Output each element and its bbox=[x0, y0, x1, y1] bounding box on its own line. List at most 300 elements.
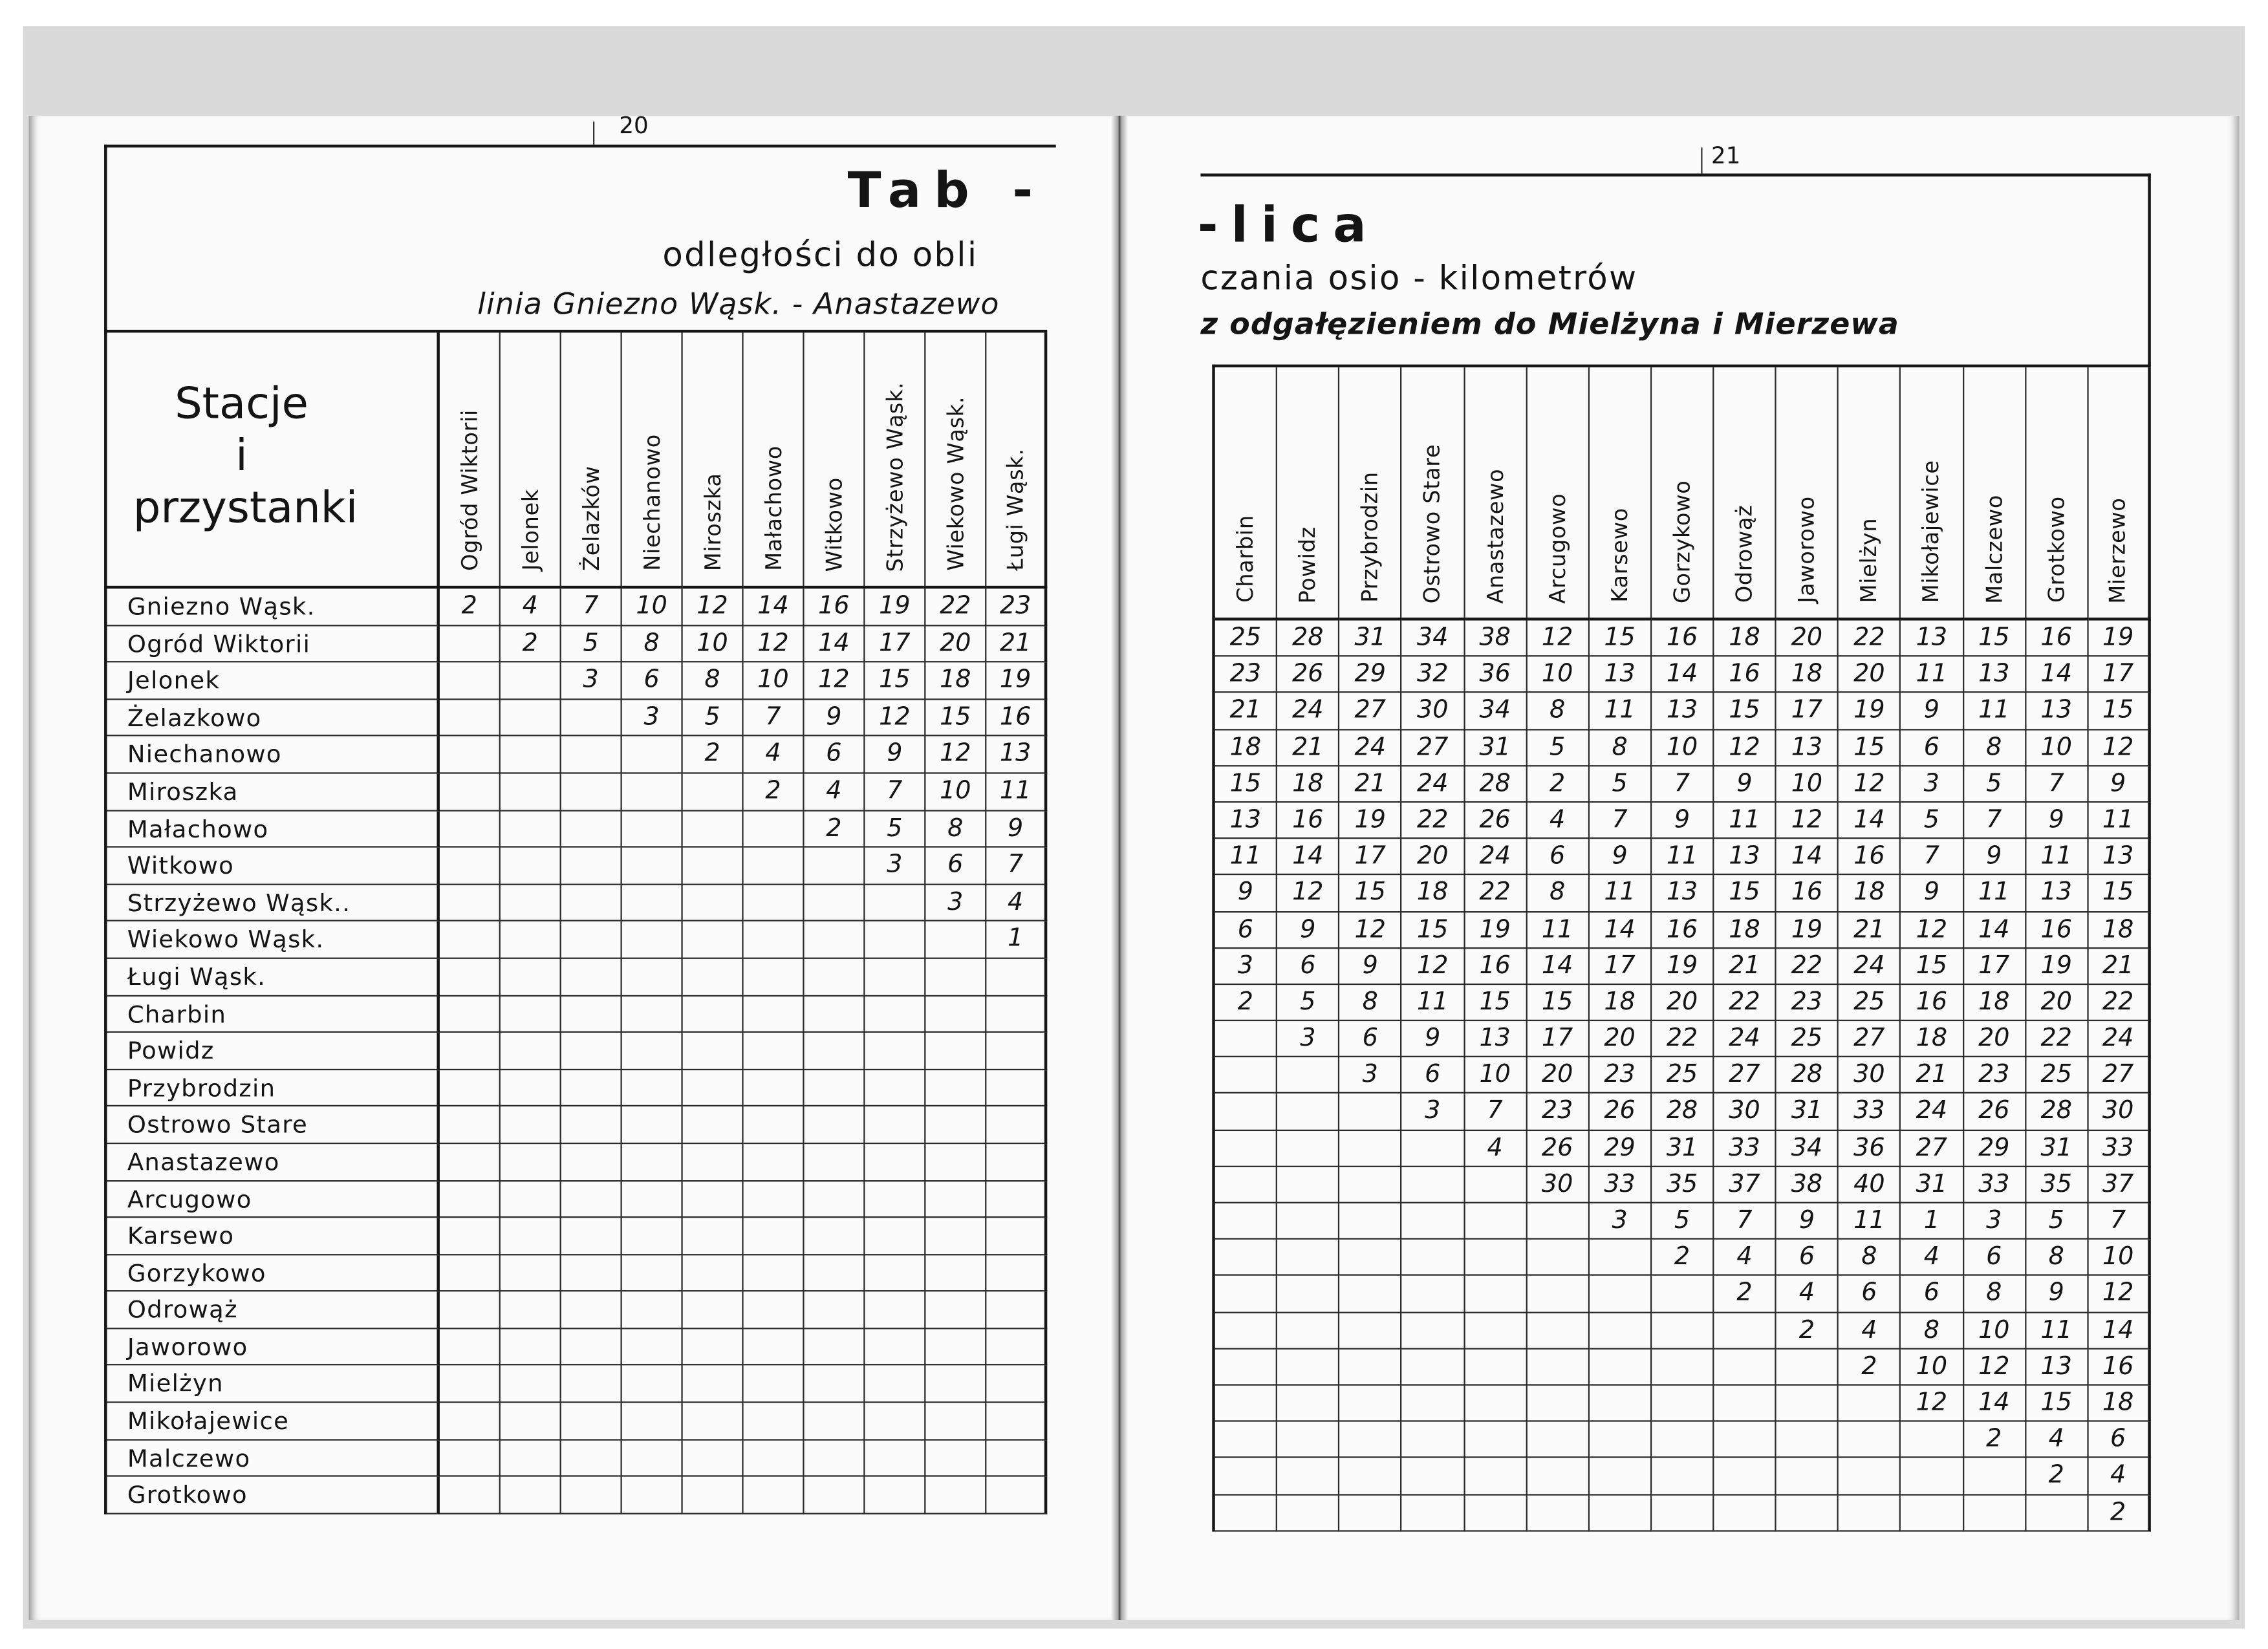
distance-cell: 14 bbox=[2026, 657, 2088, 693]
distance-cell: 7 bbox=[1589, 803, 1651, 839]
distance-cell bbox=[865, 1107, 925, 1144]
distance-cell: 19 bbox=[1340, 803, 1402, 839]
distance-cell bbox=[1215, 1458, 1277, 1494]
distance-cell: 36 bbox=[1839, 1130, 1901, 1167]
distance-cell: 9 bbox=[1215, 876, 1277, 912]
stations-heading-line: Stacje bbox=[175, 378, 308, 430]
distance-cell bbox=[805, 921, 865, 958]
distance-cell bbox=[1589, 1349, 1651, 1385]
distance-cell: 32 bbox=[1402, 657, 1464, 693]
column-header bbox=[1465, 367, 1527, 620]
distance-cell: 7 bbox=[1652, 766, 1714, 803]
distance-cell bbox=[744, 1255, 805, 1292]
distance-cell: 13 bbox=[1215, 803, 1277, 839]
distance-cell bbox=[1527, 1203, 1589, 1240]
distance-cell bbox=[1402, 1240, 1464, 1276]
distance-cell: 22 bbox=[1777, 949, 1839, 985]
distance-cell bbox=[1652, 1495, 1714, 1531]
table-title-right: -lica bbox=[1197, 197, 1379, 255]
distance-cell: 4 bbox=[986, 885, 1047, 921]
distance-cell: 26 bbox=[1589, 1094, 1651, 1130]
distance-cell: 24 bbox=[1277, 693, 1339, 729]
distance-cell bbox=[440, 1440, 501, 1477]
column-header-label: Mierzewo bbox=[2104, 497, 2132, 603]
distance-cell: 15 bbox=[1402, 912, 1464, 948]
distance-cell bbox=[1589, 1386, 1651, 1422]
distance-cell bbox=[865, 1255, 925, 1292]
distance-cell bbox=[501, 1255, 561, 1292]
stations-corner-label bbox=[107, 332, 440, 588]
distance-cell: 11 bbox=[1402, 985, 1464, 1021]
distance-cell bbox=[986, 1403, 1047, 1440]
distance-cell: 25 bbox=[1652, 1058, 1714, 1094]
distance-cell bbox=[744, 1477, 805, 1514]
distance-cell bbox=[561, 1292, 622, 1329]
distance-cell: 22 bbox=[1652, 1021, 1714, 1057]
distance-cell: 2 bbox=[2088, 1495, 2150, 1531]
distance-cell bbox=[440, 774, 501, 811]
distance-cell: 9 bbox=[805, 700, 865, 737]
column-header-label: Niechanowo bbox=[638, 434, 665, 572]
distance-cell: 34 bbox=[1402, 621, 1464, 657]
distance-cell: 25 bbox=[1839, 985, 1901, 1021]
distance-cell: 5 bbox=[683, 700, 744, 737]
distance-cell bbox=[561, 1218, 622, 1255]
distance-cell: 14 bbox=[2088, 1313, 2150, 1349]
distance-cell: 19 bbox=[1652, 949, 1714, 985]
distance-cell bbox=[865, 1070, 925, 1106]
distance-cell bbox=[501, 1403, 561, 1440]
distance-cell bbox=[986, 1292, 1047, 1329]
distance-cell: 3 bbox=[1402, 1094, 1464, 1130]
distance-cell bbox=[805, 1181, 865, 1218]
distance-cell bbox=[1402, 1422, 1464, 1458]
distance-cell: 21 bbox=[1277, 730, 1339, 766]
distance-cell: 5 bbox=[1277, 985, 1339, 1021]
distance-cell bbox=[865, 1033, 925, 1070]
distance-cell bbox=[1277, 1495, 1339, 1531]
distance-cell bbox=[561, 921, 622, 958]
line-label-right: z odgałęzieniem do Mielżyna i Mierzewa bbox=[1200, 307, 1899, 341]
distance-cell bbox=[683, 959, 744, 996]
distance-cell bbox=[986, 1181, 1047, 1218]
distance-cell bbox=[805, 959, 865, 996]
distance-cell bbox=[986, 1144, 1047, 1181]
distance-cell: 30 bbox=[1527, 1167, 1589, 1203]
distance-cell: 5 bbox=[1963, 766, 2025, 803]
distance-cell: 28 bbox=[1652, 1094, 1714, 1130]
distance-cell: 12 bbox=[1277, 876, 1339, 912]
distance-cell bbox=[925, 1403, 986, 1440]
distance-cell: 20 bbox=[1963, 1021, 2025, 1057]
distance-cell: 9 bbox=[2026, 803, 2088, 839]
distance-cell bbox=[683, 1329, 744, 1366]
distance-cell bbox=[1340, 1422, 1402, 1458]
distance-cell bbox=[501, 737, 561, 773]
distance-cell: 20 bbox=[1402, 839, 1464, 876]
distance-cell: 9 bbox=[865, 737, 925, 773]
distance-cell: 22 bbox=[2088, 985, 2150, 1021]
distance-cell: 1 bbox=[986, 921, 1047, 958]
distance-cell: 15 bbox=[1465, 985, 1527, 1021]
distance-cell bbox=[561, 1477, 622, 1514]
column-header bbox=[1340, 367, 1402, 620]
distance-cell bbox=[805, 996, 865, 1033]
distance-cell: 2 bbox=[440, 588, 501, 625]
distance-cell: 18 bbox=[1839, 876, 1901, 912]
distance-cell bbox=[622, 1181, 683, 1218]
distance-cell bbox=[805, 1329, 865, 1366]
distance-cell: 5 bbox=[561, 626, 622, 663]
distance-cell: 11 bbox=[1215, 839, 1277, 876]
distance-cell: 2 bbox=[1714, 1277, 1776, 1313]
distance-cell bbox=[440, 1329, 501, 1366]
distance-cell bbox=[1777, 1349, 1839, 1385]
distance-cell bbox=[744, 1366, 805, 1403]
distance-cell: 12 bbox=[1714, 730, 1776, 766]
distance-cell bbox=[1340, 1495, 1402, 1531]
distance-cell: 10 bbox=[1963, 1313, 2025, 1349]
distance-cell bbox=[1340, 1094, 1402, 1130]
distance-cell bbox=[925, 1255, 986, 1292]
distance-cell: 2 bbox=[1963, 1422, 2025, 1458]
distance-cell bbox=[925, 1477, 986, 1514]
distance-cell: 12 bbox=[1340, 912, 1402, 948]
distance-cell: 8 bbox=[1839, 1240, 1901, 1276]
distance-cell bbox=[622, 1366, 683, 1403]
distance-cell bbox=[865, 1329, 925, 1366]
distance-cell bbox=[1589, 1495, 1651, 1531]
distance-cell bbox=[683, 996, 744, 1033]
distance-cell: 8 bbox=[1527, 693, 1589, 729]
distance-cell: 28 bbox=[1465, 766, 1527, 803]
distance-cell: 13 bbox=[1777, 730, 1839, 766]
station-label: Ługi Wąsk. bbox=[107, 959, 440, 996]
distance-cell bbox=[501, 885, 561, 921]
distance-cell bbox=[440, 700, 501, 737]
distance-cell bbox=[744, 1329, 805, 1366]
distance-cell bbox=[683, 1403, 744, 1440]
station-label: Anastazewo bbox=[107, 1144, 440, 1181]
distance-cell bbox=[1527, 1495, 1589, 1531]
distance-cell bbox=[440, 848, 501, 885]
distance-cell bbox=[1277, 1094, 1339, 1130]
distance-cell: 2 bbox=[683, 737, 744, 773]
distance-cell: 6 bbox=[2088, 1422, 2150, 1458]
distance-cell bbox=[1277, 1130, 1339, 1167]
distance-cell bbox=[440, 1403, 501, 1440]
distance-cell: 5 bbox=[1901, 803, 1963, 839]
distance-cell: 8 bbox=[1963, 730, 2025, 766]
distance-cell: 21 bbox=[1215, 693, 1277, 729]
distance-cell bbox=[744, 996, 805, 1033]
distance-cell: 14 bbox=[1652, 657, 1714, 693]
distance-cell: 10 bbox=[2088, 1240, 2150, 1276]
distance-cell: 11 bbox=[1963, 876, 2025, 912]
distance-cell: 38 bbox=[1465, 621, 1527, 657]
distance-cell: 3 bbox=[561, 663, 622, 700]
distance-cell bbox=[1652, 1386, 1714, 1422]
distance-cell: 18 bbox=[925, 663, 986, 700]
distance-cell: 27 bbox=[1839, 1021, 1901, 1057]
distance-cell: 16 bbox=[1901, 985, 1963, 1021]
distance-cell: 14 bbox=[805, 626, 865, 663]
distance-cell: 13 bbox=[1901, 621, 1963, 657]
distance-cell: 7 bbox=[1963, 803, 2025, 839]
station-label: Ostrowo Stare bbox=[107, 1107, 440, 1144]
distance-cell: 6 bbox=[1527, 839, 1589, 876]
distance-cell bbox=[1777, 1458, 1839, 1494]
distance-cell bbox=[501, 1477, 561, 1514]
distance-cell: 24 bbox=[1465, 839, 1527, 876]
distance-cell bbox=[1402, 1495, 1464, 1531]
distance-cell: 13 bbox=[1652, 876, 1714, 912]
distance-cell bbox=[561, 1033, 622, 1070]
distance-cell bbox=[683, 848, 744, 885]
distance-cell: 27 bbox=[1340, 693, 1402, 729]
distance-cell: 7 bbox=[1465, 1094, 1527, 1130]
distance-cell: 15 bbox=[865, 663, 925, 700]
distance-cell bbox=[1277, 1349, 1339, 1385]
distance-cell bbox=[622, 885, 683, 921]
distance-cell: 31 bbox=[1777, 1094, 1839, 1130]
distance-cell bbox=[683, 774, 744, 811]
distance-cell bbox=[1402, 1386, 1464, 1422]
distance-cell: 22 bbox=[1402, 803, 1464, 839]
distance-cell: 9 bbox=[2026, 1277, 2088, 1313]
distance-cell bbox=[561, 774, 622, 811]
table-title-left: Tab - bbox=[847, 162, 1046, 220]
column-header bbox=[622, 332, 683, 588]
page-tick-mark bbox=[1701, 147, 1702, 173]
distance-cell bbox=[925, 921, 986, 958]
column-header bbox=[986, 332, 1047, 588]
distance-cell bbox=[440, 1292, 501, 1329]
distance-cell: 22 bbox=[1839, 621, 1901, 657]
title-box-top-rule bbox=[1200, 173, 2150, 176]
distance-cell: 9 bbox=[1963, 839, 2025, 876]
distance-cell: 10 bbox=[1527, 657, 1589, 693]
distance-cell: 13 bbox=[1589, 657, 1651, 693]
distance-table-right bbox=[1212, 365, 2150, 1531]
distance-cell: 4 bbox=[2026, 1422, 2088, 1458]
distance-cell: 10 bbox=[622, 588, 683, 625]
distance-cell: 38 bbox=[1777, 1167, 1839, 1203]
distance-cell bbox=[865, 1440, 925, 1477]
distance-cell bbox=[925, 996, 986, 1033]
distance-cell: 7 bbox=[2088, 1203, 2150, 1240]
distance-cell: 26 bbox=[1527, 1130, 1589, 1167]
distance-cell: 19 bbox=[1839, 693, 1901, 729]
station-label: Jelonek bbox=[107, 663, 440, 700]
distance-cell bbox=[561, 1144, 622, 1181]
distance-cell: 14 bbox=[1589, 912, 1651, 948]
distance-cell bbox=[1465, 1277, 1527, 1313]
distance-cell: 22 bbox=[2026, 1021, 2088, 1057]
distance-cell bbox=[501, 1329, 561, 1366]
distance-cell: 12 bbox=[1527, 621, 1589, 657]
distance-cell: 6 bbox=[1340, 1021, 1402, 1057]
distance-cell bbox=[1901, 1422, 1963, 1458]
distance-cell: 34 bbox=[1465, 693, 1527, 729]
distance-cell bbox=[1777, 1422, 1839, 1458]
distance-cell: 11 bbox=[1839, 1203, 1901, 1240]
distance-cell bbox=[865, 996, 925, 1033]
distance-cell: 6 bbox=[805, 737, 865, 773]
distance-cell: 31 bbox=[1652, 1130, 1714, 1167]
distance-cell bbox=[865, 1403, 925, 1440]
distance-cell bbox=[561, 848, 622, 885]
distance-cell: 14 bbox=[1277, 839, 1339, 876]
distance-cell bbox=[1215, 1240, 1277, 1276]
distance-cell: 13 bbox=[2026, 1349, 2088, 1385]
distance-cell: 19 bbox=[865, 588, 925, 625]
distance-cell bbox=[683, 1218, 744, 1255]
distance-cell: 8 bbox=[1589, 730, 1651, 766]
distance-cell: 17 bbox=[1963, 949, 2025, 985]
column-header-label: Charbin bbox=[1232, 515, 1258, 603]
column-header bbox=[561, 332, 622, 588]
distance-cell: 13 bbox=[1465, 1021, 1527, 1057]
distance-cell bbox=[683, 1070, 744, 1106]
distance-cell bbox=[925, 1033, 986, 1070]
distance-cell: 2 bbox=[1777, 1313, 1839, 1349]
distance-cell: 12 bbox=[683, 588, 744, 625]
distance-cell bbox=[561, 1403, 622, 1440]
distance-cell: 35 bbox=[2026, 1167, 2088, 1203]
distance-cell bbox=[986, 959, 1047, 996]
column-header bbox=[1963, 367, 2025, 620]
stations-heading-line: przystanki bbox=[133, 483, 358, 534]
distance-cell: 17 bbox=[1340, 839, 1402, 876]
distance-cell: 2 bbox=[805, 811, 865, 848]
distance-cell bbox=[744, 1440, 805, 1477]
distance-cell: 6 bbox=[925, 848, 986, 885]
distance-cell: 4 bbox=[744, 737, 805, 773]
distance-cell bbox=[1402, 1130, 1464, 1167]
distance-cell: 6 bbox=[1277, 949, 1339, 985]
distance-cell bbox=[865, 1366, 925, 1403]
column-header-label: Mielżyn bbox=[1856, 517, 1883, 603]
distance-cell bbox=[561, 959, 622, 996]
distance-cell bbox=[805, 1477, 865, 1514]
distance-cell: 7 bbox=[1901, 839, 1963, 876]
distance-cell bbox=[1465, 1240, 1527, 1276]
distance-cell: 18 bbox=[2088, 1386, 2150, 1422]
station-label: Małachowo bbox=[107, 811, 440, 848]
column-header bbox=[1652, 367, 1714, 620]
distance-cell: 22 bbox=[1714, 985, 1776, 1021]
distance-cell bbox=[440, 996, 501, 1033]
distance-cell bbox=[1839, 1495, 1901, 1531]
distance-table-left bbox=[104, 330, 1047, 1514]
distance-cell: 12 bbox=[2088, 730, 2150, 766]
distance-cell bbox=[805, 1255, 865, 1292]
distance-cell: 21 bbox=[986, 626, 1047, 663]
distance-cell: 31 bbox=[1340, 621, 1402, 657]
distance-cell bbox=[683, 1255, 744, 1292]
distance-cell: 3 bbox=[1963, 1203, 2025, 1240]
distance-cell: 24 bbox=[1402, 766, 1464, 803]
station-label: Mikołajewice bbox=[107, 1403, 440, 1440]
distance-cell: 29 bbox=[1340, 657, 1402, 693]
distance-cell: 12 bbox=[805, 663, 865, 700]
distance-cell bbox=[501, 848, 561, 885]
distance-cell: 11 bbox=[1963, 693, 2025, 729]
distance-cell: 35 bbox=[1652, 1167, 1714, 1203]
distance-cell bbox=[1589, 1277, 1651, 1313]
column-header-label: Ługi Wąsk. bbox=[1002, 449, 1029, 572]
distance-cell bbox=[925, 1218, 986, 1255]
station-label: Karsewo bbox=[107, 1218, 440, 1255]
column-header bbox=[1589, 367, 1651, 620]
column-header bbox=[501, 332, 561, 588]
distance-cell bbox=[986, 1255, 1047, 1292]
distance-cell: 3 bbox=[1340, 1058, 1402, 1094]
distance-cell bbox=[1340, 1130, 1402, 1167]
distance-cell bbox=[622, 1329, 683, 1366]
station-label: Arcugowo bbox=[107, 1181, 440, 1218]
distance-cell bbox=[744, 1181, 805, 1218]
title-box-right-rule bbox=[2148, 173, 2150, 365]
distance-cell: 18 bbox=[1714, 621, 1776, 657]
distance-cell bbox=[561, 811, 622, 848]
distance-cell: 21 bbox=[1901, 1058, 1963, 1094]
distance-cell bbox=[1340, 1313, 1402, 1349]
distance-cell: 13 bbox=[2088, 839, 2150, 876]
distance-cell bbox=[986, 1477, 1047, 1514]
distance-cell bbox=[622, 1218, 683, 1255]
distance-cell bbox=[440, 626, 501, 663]
distance-cell bbox=[1215, 1130, 1277, 1167]
distance-cell bbox=[622, 1477, 683, 1514]
distance-cell: 10 bbox=[1465, 1058, 1527, 1094]
distance-cell: 6 bbox=[1963, 1240, 2025, 1276]
distance-cell bbox=[805, 848, 865, 885]
column-header bbox=[2026, 367, 2088, 620]
distance-cell bbox=[1652, 1277, 1714, 1313]
distance-cell: 13 bbox=[2026, 693, 2088, 729]
distance-cell bbox=[1527, 1422, 1589, 1458]
distance-cell bbox=[501, 663, 561, 700]
distance-cell: 18 bbox=[1901, 1021, 1963, 1057]
distance-cell: 33 bbox=[1589, 1167, 1651, 1203]
distance-cell bbox=[440, 1181, 501, 1218]
distance-cell bbox=[501, 1033, 561, 1070]
station-label: Przybrodzin bbox=[107, 1070, 440, 1106]
distance-cell bbox=[1527, 1349, 1589, 1385]
distance-cell bbox=[561, 1440, 622, 1477]
station-label: Żelazkowo bbox=[107, 700, 440, 737]
distance-cell bbox=[1901, 1458, 1963, 1494]
distance-cell: 16 bbox=[986, 700, 1047, 737]
distance-cell: 34 bbox=[1777, 1130, 1839, 1167]
column-header-label: Ogród Wiktorii bbox=[456, 409, 482, 572]
distance-cell bbox=[925, 1107, 986, 1144]
distance-cell bbox=[622, 774, 683, 811]
distance-cell bbox=[561, 1070, 622, 1106]
distance-cell bbox=[683, 1033, 744, 1070]
distance-cell: 7 bbox=[744, 700, 805, 737]
distance-cell bbox=[865, 1477, 925, 1514]
distance-cell bbox=[865, 1181, 925, 1218]
distance-cell: 8 bbox=[1527, 876, 1589, 912]
distance-cell: 10 bbox=[744, 663, 805, 700]
distance-cell bbox=[561, 1255, 622, 1292]
distance-cell bbox=[865, 959, 925, 996]
distance-cell: 17 bbox=[2088, 657, 2150, 693]
distance-cell: 4 bbox=[1527, 803, 1589, 839]
